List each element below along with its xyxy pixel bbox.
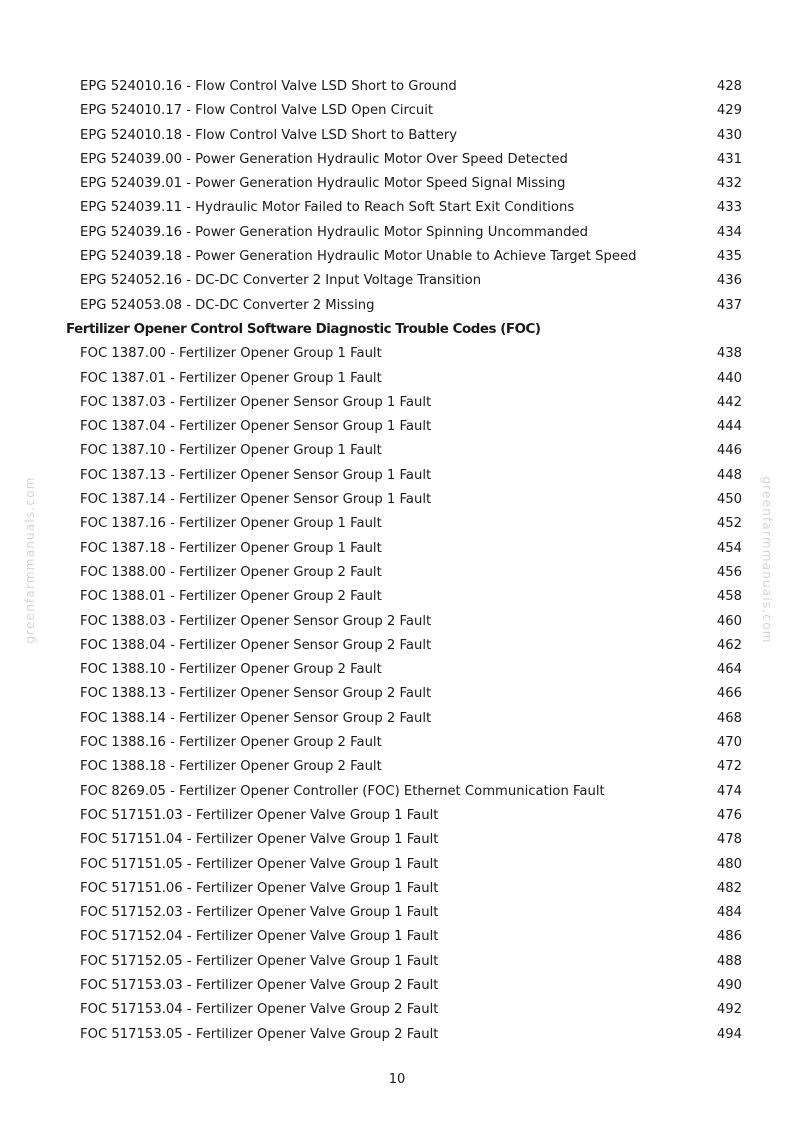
toc-entry-title: FOC 1387.10 - Fertilizer Opener Group 1 Fault xyxy=(80,443,382,459)
toc-entry[interactable] xyxy=(0,124,794,148)
toc-entry-title: FOC 517152.04 - Fertilizer Opener Valve Group 1 Fault xyxy=(80,929,439,945)
toc-entry-page: 466 xyxy=(716,686,742,702)
toc-entry[interactable] xyxy=(0,755,794,779)
toc-entry-page: 486 xyxy=(716,929,742,945)
page-number: 10 xyxy=(388,1072,406,1087)
toc-entry-page: 464 xyxy=(716,662,742,678)
toc-entry[interactable] xyxy=(0,415,794,439)
toc-entry-title: FOC 1387.14 - Fertilizer Opener Sensor Group 1 Fault xyxy=(80,492,432,508)
toc-entry-page: 476 xyxy=(716,807,742,823)
toc-entry-title: FOC 1388.00 - Fertilizer Opener Group 2 Fault xyxy=(80,564,382,580)
toc-entry[interactable] xyxy=(0,853,794,877)
toc-entry[interactable] xyxy=(0,682,794,706)
toc-entry[interactable] xyxy=(0,99,794,123)
toc-entry-page: 428 xyxy=(716,79,742,94)
toc-entry-page: 446 xyxy=(716,443,742,459)
toc-entry[interactable] xyxy=(0,828,794,852)
toc-entry-title: FOC 517153.04 - Fertilizer Opener Valve Group 2 Fault xyxy=(80,1002,439,1018)
toc-entry-title: FOC 1388.03 - Fertilizer Opener Sensor Group 2 Fault xyxy=(80,613,432,629)
toc-entry-title: FOC 1388.14 - Fertilizer Opener Sensor Group 2 Fault xyxy=(80,710,432,726)
toc-entry-title: FOC 1388.10 - Fertilizer Opener Group 2 Fault xyxy=(80,662,382,678)
toc-entry-title: FOC 517152.03 - Fertilizer Opener Valve Group 1 Fault xyxy=(80,905,439,921)
toc-entry[interactable] xyxy=(0,75,794,99)
toc-entry[interactable] xyxy=(0,610,794,634)
toc-entry-title: FOC 1387.01 - Fertilizer Opener Group 1 Fault xyxy=(80,370,382,386)
toc-entry-title: EPG 524039.18 - Power Generation Hydraulic Motor Unable to Achieve Target Speed xyxy=(80,249,637,265)
toc-entry-page: 482 xyxy=(716,880,742,896)
toc-entry[interactable] xyxy=(0,342,794,366)
toc-entry-page: 429 xyxy=(716,103,742,119)
toc-entry[interactable] xyxy=(0,148,794,172)
toc-entry[interactable] xyxy=(0,998,794,1022)
toc-entry-page: 450 xyxy=(716,492,742,508)
toc-entry-page: 474 xyxy=(716,783,742,799)
toc-entry[interactable] xyxy=(0,877,794,901)
watermark-left: greenfarmmanuals.com xyxy=(23,476,37,644)
toc-entry-title: FOC 517152.05 - Fertilizer Opener Valve Group 1 Fault xyxy=(80,953,439,969)
toc-entry-title: FOC 1388.16 - Fertilizer Opener Group 2 Fault xyxy=(80,735,382,751)
toc-entry-title: FOC 1388.01 - Fertilizer Opener Group 2 Fault xyxy=(80,589,382,605)
toc-entry-page: 472 xyxy=(716,759,742,775)
toc-entry-title: FOC 1388.04 - Fertilizer Opener Sensor Group 2 Fault xyxy=(80,637,432,653)
toc-entry-title: EPG 524039.01 - Power Generation Hydraulic Motor Speed Signal Missing xyxy=(80,176,566,192)
toc-entry-page: 468 xyxy=(716,710,742,726)
toc-entry[interactable] xyxy=(0,245,794,269)
toc-entry-title: FOC 517151.06 - Fertilizer Opener Valve Group 1 Fault xyxy=(80,880,439,896)
toc-entry-page: 448 xyxy=(716,467,742,483)
toc-entry[interactable] xyxy=(0,707,794,731)
toc-entry[interactable] xyxy=(0,901,794,925)
toc-entry[interactable] xyxy=(0,439,794,463)
toc-entry-page: 444 xyxy=(716,419,742,435)
toc-entry[interactable] xyxy=(0,974,794,998)
toc-entry-title: EPG 524052.16 - DC-DC Converter 2 Input Voltage Transition xyxy=(80,273,482,289)
toc-entry-page: 438 xyxy=(716,346,742,362)
toc-entry-title: FOC 517151.04 - Fertilizer Opener Valve Group 1 Fault xyxy=(80,832,439,848)
toc-entry-title: FOC 1387.04 - Fertilizer Opener Sensor Group 1 Fault xyxy=(80,419,432,435)
toc-entry-title: Fertilizer Opener Control Software Diagnostic Trouble Codes (FOC) xyxy=(66,321,541,337)
toc-entry-page: 452 xyxy=(716,516,742,532)
toc-entry-title: FOC 517153.03 - Fertilizer Opener Valve Group 2 Fault xyxy=(80,977,439,993)
toc-entry-page: 462 xyxy=(716,637,742,653)
toc-entry-title: EPG 524039.11 - Hydraulic Motor Failed to Reach Soft Start Exit Conditions xyxy=(80,200,575,216)
toc-entry-page: 454 xyxy=(716,540,742,556)
toc-entry-page: 480 xyxy=(716,856,742,872)
toc-entry[interactable] xyxy=(0,294,794,318)
toc-entry-title: EPG 524010.16 - Flow Control Valve LSD Short to Ground xyxy=(80,79,457,94)
toc-entry-page: 433 xyxy=(716,200,742,216)
toc-entry-page: 437 xyxy=(716,297,742,313)
toc-entry[interactable] xyxy=(0,512,794,536)
toc-entry-title: FOC 517151.05 - Fertilizer Opener Valve Group 1 Fault xyxy=(80,856,439,872)
toc-entry[interactable] xyxy=(0,950,794,974)
toc-entry[interactable] xyxy=(0,488,794,512)
toc-entry[interactable] xyxy=(0,925,794,949)
toc-entry-title: FOC 1387.18 - Fertilizer Opener Group 1 Fault xyxy=(80,540,382,556)
toc-entry[interactable] xyxy=(0,658,794,682)
toc-entry-page: 435 xyxy=(716,249,742,265)
toc-entry-title: FOC 1387.13 - Fertilizer Opener Sensor Group 1 Fault xyxy=(80,467,432,483)
toc-entry-page: 432 xyxy=(716,176,742,192)
toc-entry[interactable] xyxy=(0,221,794,245)
toc-entry-title: EPG 524039.16 - Power Generation Hydraulic Motor Spinning Uncommanded xyxy=(80,224,589,240)
toc-entry-title: FOC 8269.05 - Fertilizer Opener Controller (FOC) Ethernet Communication Fault xyxy=(80,783,605,799)
toc-entry-title: FOC 1387.03 - Fertilizer Opener Sensor Group 1 Fault xyxy=(80,394,432,410)
toc-entry-title: FOC 1388.18 - Fertilizer Opener Group 2 Fault xyxy=(80,759,382,775)
toc-entry-page: 434 xyxy=(716,224,742,240)
toc-entry-page: 456 xyxy=(716,564,742,580)
table-of-contents xyxy=(0,75,794,1047)
toc-entry-page: 460 xyxy=(716,613,742,629)
toc-entry-title: EPG 524039.00 - Power Generation Hydraulic Motor Over Speed Detected xyxy=(80,151,568,167)
toc-entry[interactable] xyxy=(0,585,794,609)
toc-entry[interactable] xyxy=(0,196,794,220)
toc-entry-page: 478 xyxy=(716,832,742,848)
toc-entry[interactable] xyxy=(0,269,794,293)
watermark-right: greenfarmmanuals.com xyxy=(760,476,774,644)
toc-entry-page: 442 xyxy=(716,394,742,410)
toc-entry[interactable] xyxy=(0,561,794,585)
toc-entry-page: 430 xyxy=(716,127,742,143)
toc-entry[interactable] xyxy=(0,172,794,196)
toc-entry-page: 458 xyxy=(716,589,742,605)
toc-entry-title: EPG 524010.18 - Flow Control Valve LSD Short to Battery xyxy=(80,127,458,143)
toc-entry[interactable] xyxy=(0,367,794,391)
toc-entry-title: FOC 1388.13 - Fertilizer Opener Sensor Group 2 Fault xyxy=(80,686,432,702)
toc-entry-title: EPG 524010.17 - Flow Control Valve LSD Open Circuit xyxy=(80,103,434,119)
toc-entry-page: 431 xyxy=(716,151,742,167)
toc-entry[interactable] xyxy=(0,804,794,828)
toc-entry-page: 490 xyxy=(716,977,742,993)
toc-entry[interactable] xyxy=(0,391,794,415)
toc-entry-page: 470 xyxy=(716,735,742,751)
toc-section-heading[interactable] xyxy=(0,318,794,342)
toc-entry-page: 494 xyxy=(716,1026,742,1042)
toc-entry[interactable] xyxy=(0,731,794,755)
toc-entry-title: FOC 517153.05 - Fertilizer Opener Valve Group 2 Fault xyxy=(80,1026,439,1042)
toc-entry[interactable] xyxy=(0,634,794,658)
toc-entry-page: 440 xyxy=(716,370,742,386)
toc-entry-page: 492 xyxy=(716,1002,742,1018)
toc-entry-page: 488 xyxy=(716,953,742,969)
toc-entry-page: 484 xyxy=(716,905,742,921)
toc-entry-title: FOC 1387.16 - Fertilizer Opener Group 1 Fault xyxy=(80,516,382,532)
toc-entry[interactable] xyxy=(0,1023,794,1047)
toc-entry[interactable] xyxy=(0,464,794,488)
toc-entry[interactable] xyxy=(0,537,794,561)
toc-entry-title: EPG 524053.08 - DC-DC Converter 2 Missing xyxy=(80,297,375,313)
toc-entry-page: 436 xyxy=(716,273,742,289)
toc-entry-title: FOC 517151.03 - Fertilizer Opener Valve Group 1 Fault xyxy=(80,807,439,823)
toc-entry[interactable] xyxy=(0,780,794,804)
toc-entry-title: FOC 1387.00 - Fertilizer Opener Group 1 Fault xyxy=(80,346,382,362)
